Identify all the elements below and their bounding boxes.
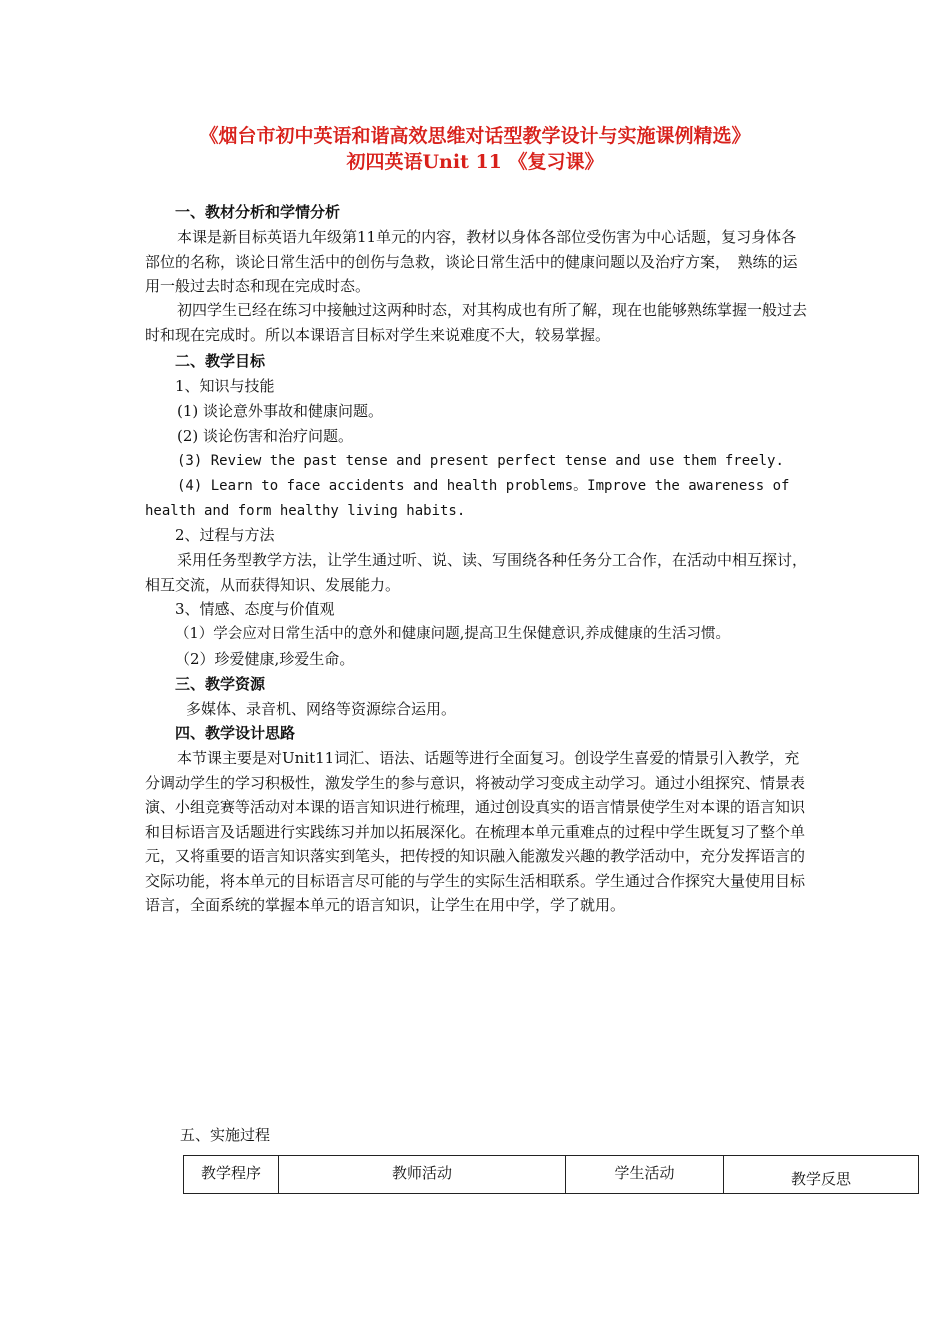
objective-item-2: (2) 谈论伤害和治疗问题。 (177, 427, 354, 445)
method-paragraph: 采用任务型教学方法，让学生通过听、说、读、写围绕各种任务分工合作，在活动中相互探讨，相互交流，从而获得知识、发展能力。 (145, 551, 808, 594)
section1-paragraph1: 本课是新目标英语九年级第11单元的内容，教材以身体各部位受伤害为中心话题，复习身体各部位的名称，谈论日常生活中的创伤与急救，谈论日常生活中的健康问题以及治疗方案， 熟练的运用一般过去时态和现在完成时态。 (145, 228, 798, 295)
table-header-cell: 教师活动 (279, 1156, 566, 1194)
section4-heading: 四、教学设计思路 (175, 724, 296, 742)
doc-title-line1: 《烟台市初中英语和谐高效思维对话型教学设计与实施课例精选》 (199, 125, 751, 147)
section2-heading: 二、教学目标 (175, 352, 266, 370)
section2-sub2: 2、过程与方法 (175, 526, 275, 544)
section4-paragraph: 本节课主要是对Unit11词汇、语法、话题等进行全面复习。创设学生喜爱的情景引入教学，充分调动学生的学习积极性，激发学生的参与意识，将被动学习变成主动学习。通过小组探究、情景表演、小组竞赛等活动对本课的语言知识进行梳理，通过创设真实的语言情景使学生对本课的语言知识和目标语言及话题进行实践练习并加以拓展深化。在梳理本单元重难点的过程中学生既复习了整个单元，又将重要的语言知识落实到笔头，把传授的知识融入能激发兴趣的教学活动中，充分发挥语言的交际功能，将本单元的目标语言尽可能的与学生的实际生活相联系。学生通过合作探究大量使用目标语言，全面系统的掌握本单元的语言知识，让学生在用中学，学了就用。 (145, 749, 806, 914)
section1-paragraph2: 初四学生已经在练习中接触过这两种时态，对其构成也有所了解，现在也能够熟练掌握一般过去时和现在完成时。所以本课语言目标对学生来说难度不大，较易掌握。 (145, 301, 808, 344)
objective-item-3: (3) Review the past tense and present perfect tense and use them freely. (177, 453, 784, 469)
section2-sub1: 1、知识与技能 (175, 377, 275, 395)
table-header-cell: 教学反思 (724, 1156, 919, 1194)
section2-sub3: 3、情感、态度与价值观 (175, 600, 335, 618)
table-header-row (184, 1156, 919, 1194)
emotion-item-2: （2）珍爱健康,珍爱生命。 (175, 650, 355, 668)
table-header-cell: 教学程序 (184, 1156, 279, 1194)
doc-title-line2: 初四英语Unit 11 《复习课》 (346, 151, 604, 173)
objective-item-1: (1) 谈论意外事故和健康问题。 (177, 402, 384, 420)
section3-heading: 三、教学资源 (175, 675, 266, 693)
process-table (183, 1155, 919, 1194)
emotion-item-1: （1）学会应对日常生活中的意外和健康问题,提高卫生保健意识,养成健康的生活习惯。 (175, 626, 730, 642)
section5-heading: 五、实施过程 (180, 1126, 271, 1144)
table-header-cell: 学生活动 (566, 1156, 724, 1194)
section3-paragraph: 多媒体、录音机、网络等资源综合运用。 (186, 700, 457, 718)
objective-item-4: (4) Learn to face accidents and health problems。Improve the awareness of health and form healthy living habits. (145, 478, 790, 519)
section1-heading: 一、教材分析和学情分析 (175, 203, 341, 221)
